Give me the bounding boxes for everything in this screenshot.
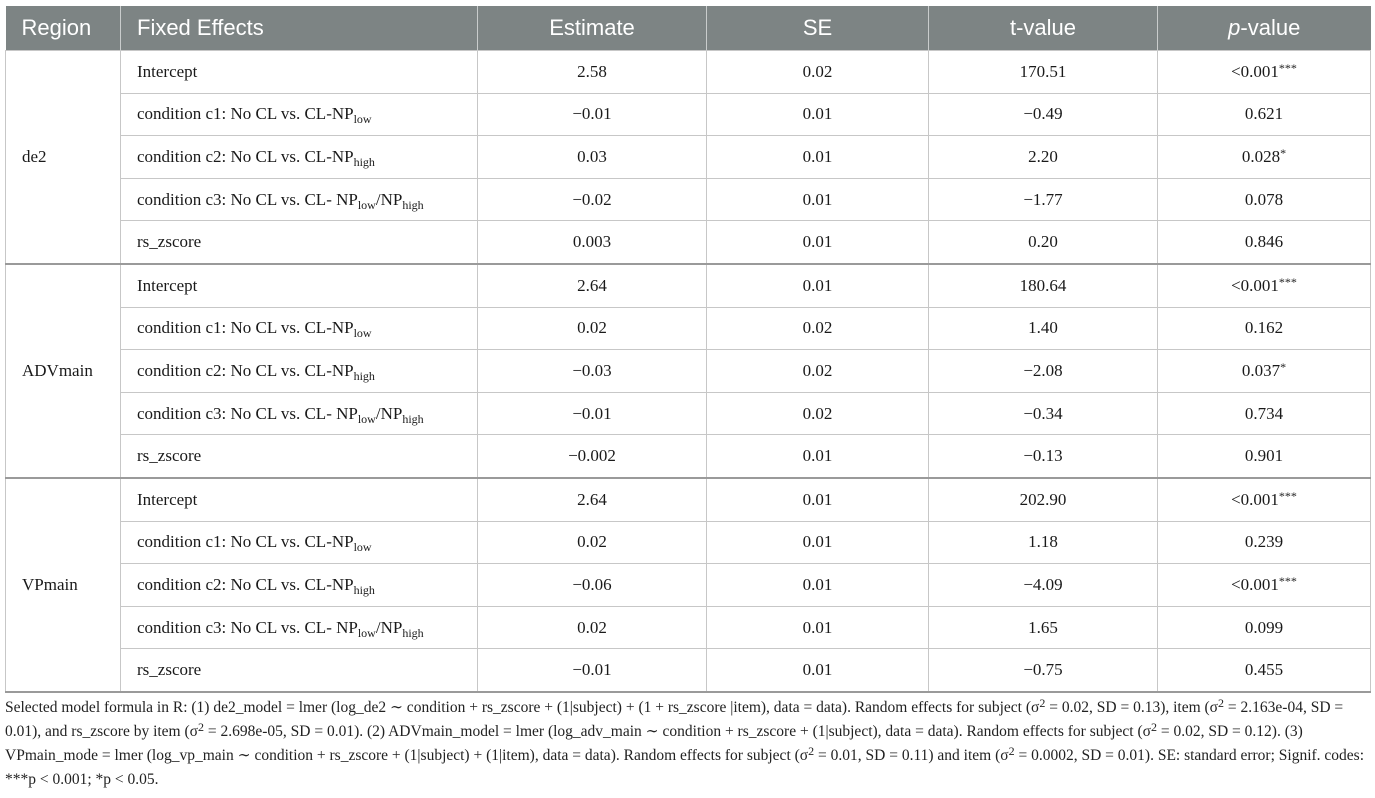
header-p-rest: -value [1240,15,1301,40]
footnote-text: = 0.02, SD = 0.13), item (σ [1045,699,1219,716]
se-cell: 0.02 [707,350,929,393]
p-value: 0.028 [1241,146,1281,166]
p-value: 0.037 [1241,360,1281,380]
header-se: SE [707,6,929,51]
p-value: <0.001 [1231,489,1279,509]
signif-code: *** [1278,573,1297,588]
effect-cell [121,93,478,136]
estimate-cell: 0.02 [478,521,707,564]
effect-cell [121,307,478,350]
table-row [6,178,1371,221]
se-cell: 0.01 [707,264,929,307]
se-cell: 0.01 [707,93,929,136]
subscript-low: low [353,540,372,555]
p-value: <0.001 [1231,61,1279,81]
p-value: 0.734 [1244,403,1284,423]
t-value-cell: −0.49 [929,93,1158,136]
p-value: 0.078 [1244,189,1284,209]
superscript: 2 [1218,696,1225,710]
superscript: 2 [198,720,205,734]
t-value-cell: −4.09 [929,564,1158,607]
p-value-cell [1158,178,1371,221]
table-row [6,478,1371,521]
effect-text-part: /NP [375,403,403,423]
p-value-cell [1158,51,1371,94]
effect-cell [121,606,478,649]
table-row [6,51,1371,94]
subscript-low: low [357,625,376,640]
t-value-cell: −2.08 [929,350,1158,393]
p-value-cell [1158,350,1371,393]
subscript-low: low [357,197,376,212]
effect-cell: Intercept [121,264,478,307]
header-fixed-effects: Fixed Effects [121,6,478,51]
t-value-cell: 170.51 [929,51,1158,94]
footnote-text: Selected model formula in R: (1) de2_model = lmer (log_de2 ∼ condition + rs_zscore + (1|subject) + (1 + rs_zscore |item), data = data). Random effects for subject (σ [5,699,1040,716]
effect-cell [121,564,478,607]
subscript-high: high [402,411,424,426]
table-row [6,221,1371,264]
superscript: 2 [808,744,815,758]
effect-text: condition c3: No CL vs. CL- NP [137,403,358,423]
t-value-cell: 1.65 [929,606,1158,649]
table-row [6,564,1371,607]
region-cell: VPmain [6,478,121,692]
p-value: 0.455 [1244,660,1284,680]
estimate-cell: −0.01 [478,392,707,435]
t-value-cell: −0.13 [929,435,1158,478]
header-t-value: t-value [929,6,1158,51]
effect-text: condition c1: No CL vs. CL-NP [137,532,354,552]
header-row [6,6,1371,51]
p-value-cell [1158,649,1371,692]
p-value-cell [1158,392,1371,435]
effect-cell [121,392,478,435]
se-cell: 0.02 [707,307,929,350]
effect-text: condition c3: No CL vs. CL- NP [137,617,358,637]
fixed-effects-table [5,6,1371,693]
region-cell: de2 [6,51,121,264]
se-cell: 0.01 [707,606,929,649]
effect-text-part: /NP [375,617,403,637]
t-value-cell: −0.75 [929,649,1158,692]
table-row [6,350,1371,393]
table-row [6,392,1371,435]
footnote-text: = 0.01, SD = 0.11) and item (σ [814,747,1009,764]
p-value-cell [1158,136,1371,179]
p-value-cell [1158,564,1371,607]
signif-code: *** [1278,60,1297,75]
p-value: 0.162 [1244,318,1284,338]
se-cell: 0.01 [707,136,929,179]
effect-text: condition c2: No CL vs. CL-NP [137,146,354,166]
estimate-cell: 2.64 [478,478,707,521]
signif-code: *** [1278,274,1297,289]
t-value-cell: 180.64 [929,264,1158,307]
table-row [6,307,1371,350]
footnote-text: = 2.163e-04, SD = 0.01), and rs_zscore by item (σ [5,699,1344,740]
p-value: 0.099 [1244,617,1284,637]
subscript-high: high [353,368,375,383]
table-row [6,264,1371,307]
p-value-cell [1158,521,1371,564]
table-row [6,606,1371,649]
effect-cell [121,136,478,179]
p-value: 0.901 [1244,446,1284,466]
t-value-cell: 1.40 [929,307,1158,350]
footnote-text: = 0.02, SD = 0.12). (3) VPmain_mode = lmer (log_vp_main ∼ condition + rs_zscore + (1|subject) + (1|item), data = data). Random effects for subject (σ [5,723,1303,764]
se-cell: 0.01 [707,478,929,521]
effect-cell: rs_zscore [121,649,478,692]
p-value-cell [1158,264,1371,307]
effect-cell: rs_zscore [121,221,478,264]
header-p-value [1158,6,1371,51]
subscript-high: high [402,625,424,640]
table-row [6,649,1371,692]
effect-cell [121,521,478,564]
effect-text: condition c3: No CL vs. CL- NP [137,189,358,209]
effect-cell [121,350,478,393]
se-cell: 0.01 [707,649,929,692]
signif-code: * [1280,145,1287,160]
effect-text: condition c1: No CL vs. CL-NP [137,104,354,124]
p-value-cell [1158,606,1371,649]
table-row [6,93,1371,136]
subscript-low: low [353,326,372,341]
estimate-cell: −0.01 [478,93,707,136]
subscript-high: high [353,154,375,169]
p-value-cell [1158,435,1371,478]
estimate-cell: −0.06 [478,564,707,607]
subscript-high: high [402,197,424,212]
effect-text: condition c2: No CL vs. CL-NP [137,574,354,594]
table-footnote [5,696,1367,792]
se-cell: 0.01 [707,435,929,478]
region-cell: ADVmain [6,264,121,478]
estimate-cell: 0.02 [478,606,707,649]
estimate-cell: −0.02 [478,178,707,221]
se-cell: 0.01 [707,564,929,607]
table-row [6,521,1371,564]
estimate-cell: 0.02 [478,307,707,350]
se-cell: 0.02 [707,51,929,94]
estimate-cell: −0.01 [478,649,707,692]
t-value-cell: 202.90 [929,478,1158,521]
subscript-low: low [357,411,376,426]
se-cell: 0.01 [707,221,929,264]
estimate-cell: 2.58 [478,51,707,94]
p-value-cell [1158,307,1371,350]
t-value-cell: −0.34 [929,392,1158,435]
estimate-cell: −0.002 [478,435,707,478]
signif-code: * [1280,359,1287,374]
superscript: 2 [1008,744,1015,758]
estimate-cell: 0.03 [478,136,707,179]
effect-cell: Intercept [121,478,478,521]
estimate-cell: 2.64 [478,264,707,307]
p-value: 0.846 [1244,232,1284,252]
footnote-text: = 2.698e-05, SD = 0.01). (2) ADVmain_model = lmer (log_adv_main ∼ condition + rs_zscore + (1|subject), data = data). Random effects for subject (σ [204,723,1151,740]
p-value: <0.001 [1231,574,1279,594]
footnote-text: = 0.0002, SD = 0.01). SE: standard error; Signif. codes: ***p < 0.001; *p < 0.05. [5,747,1365,788]
table-row [6,435,1371,478]
effect-text: condition c2: No CL vs. CL-NP [137,360,354,380]
t-value-cell: 1.18 [929,521,1158,564]
table-row [6,136,1371,179]
effect-text-part: /NP [375,189,403,209]
p-value-cell [1158,93,1371,136]
header-estimate: Estimate [478,6,707,51]
superscript: 2 [1150,720,1157,734]
p-value-cell [1158,221,1371,264]
signif-code: *** [1278,488,1297,503]
header-region: Region [6,6,121,51]
effect-text: condition c1: No CL vs. CL-NP [137,318,354,338]
t-value-cell: 2.20 [929,136,1158,179]
table-container [5,6,1370,693]
se-cell: 0.01 [707,178,929,221]
t-value-cell: 0.20 [929,221,1158,264]
t-value-cell: −1.77 [929,178,1158,221]
effect-cell: rs_zscore [121,435,478,478]
effect-cell [121,178,478,221]
estimate-cell: −0.03 [478,350,707,393]
p-value: <0.001 [1231,275,1279,295]
se-cell: 0.01 [707,521,929,564]
estimate-cell: 0.003 [478,221,707,264]
p-value: 0.239 [1244,532,1284,552]
superscript: 2 [1039,696,1046,710]
header-p-italic: p [1228,15,1241,40]
subscript-low: low [353,112,372,127]
se-cell: 0.02 [707,392,929,435]
p-value: 0.621 [1244,104,1284,124]
p-value-cell [1158,478,1371,521]
subscript-high: high [353,582,375,597]
effect-cell: Intercept [121,51,478,94]
